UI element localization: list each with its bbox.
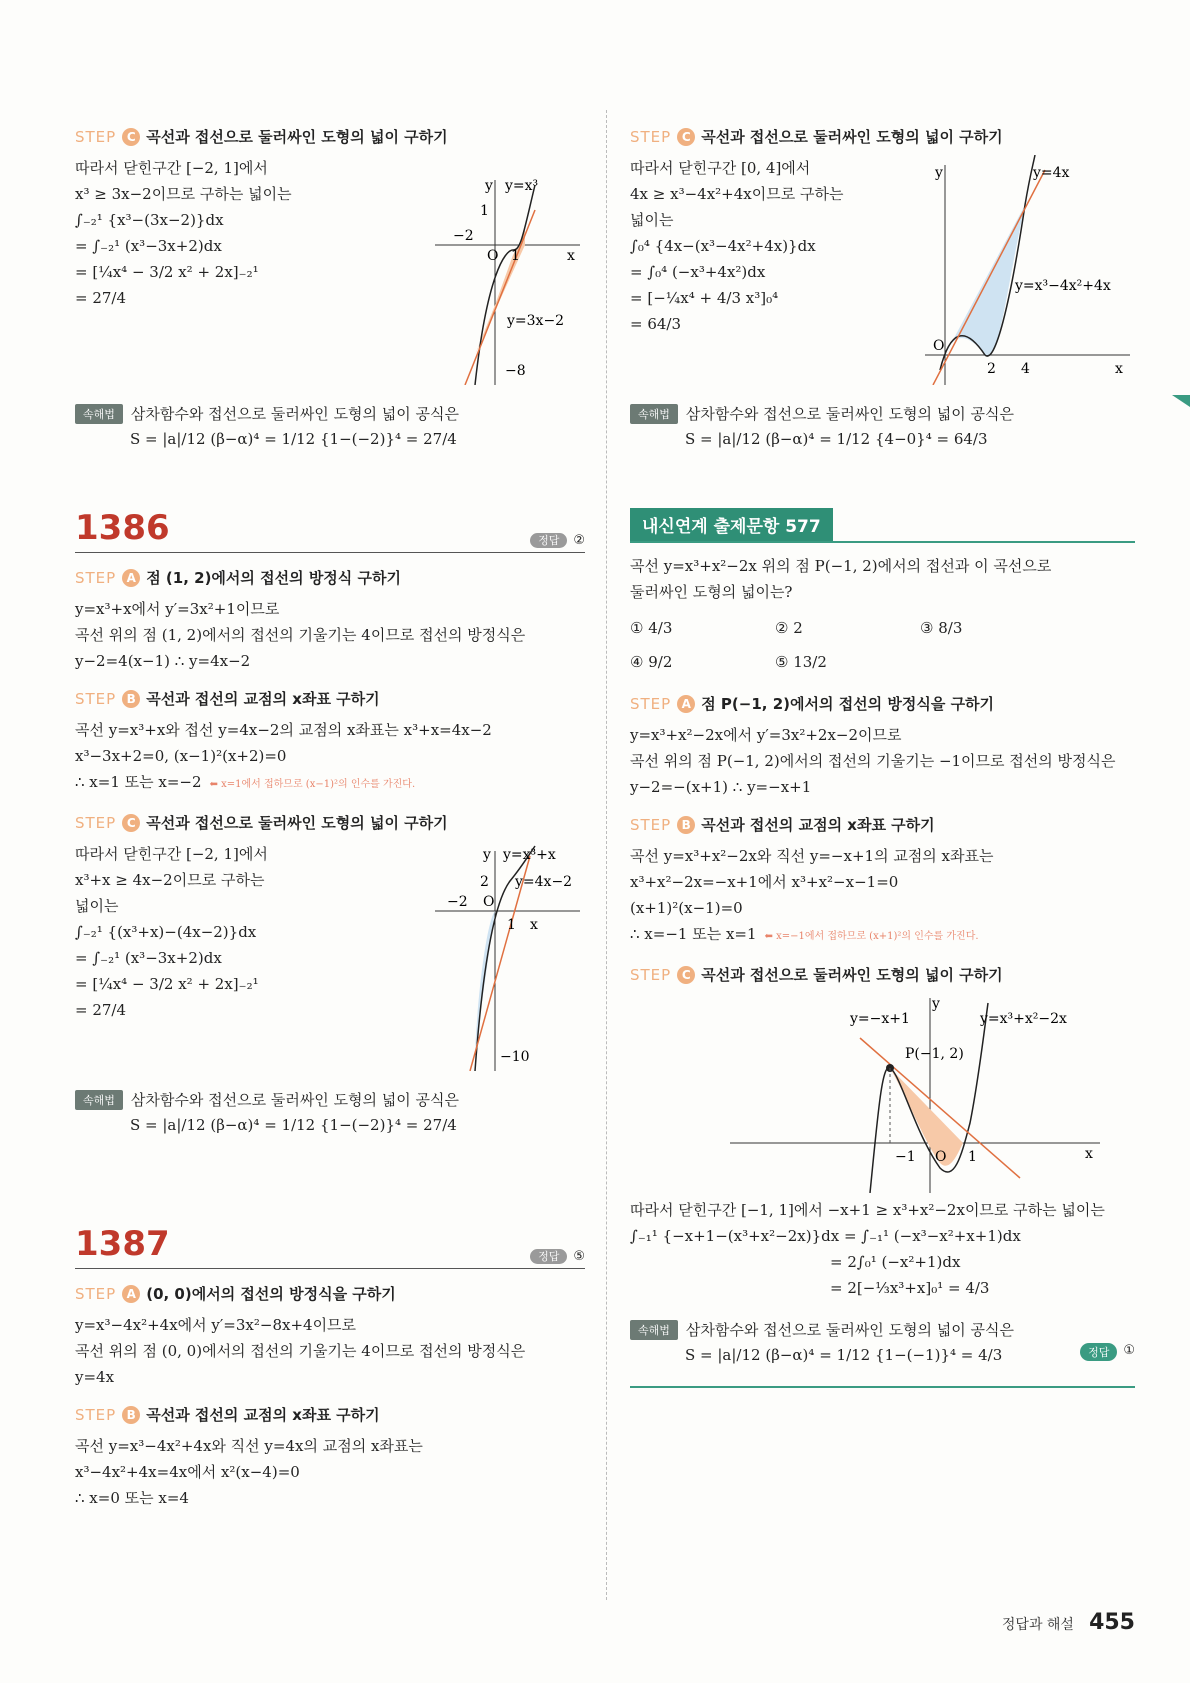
problem-header xyxy=(75,508,585,553)
step-tag: STEP xyxy=(75,568,117,587)
graph-label: −2 xyxy=(453,228,474,244)
step-title: 곡선과 접선의 교점의 x좌표 구하기 xyxy=(701,816,935,834)
footer-label: 정답과 해설 xyxy=(1001,1617,1074,1633)
graph-label: −1 xyxy=(895,1149,916,1165)
solution-line: 따라서 닫힌구간 [0, 4]에서 xyxy=(630,159,811,177)
solution-line: (x+1)²(x−1)=0 xyxy=(630,899,743,917)
solution-line: x³+x ≥ 4x−2이므로 구하는 xyxy=(75,871,265,889)
step-tag: STEP xyxy=(75,1284,117,1303)
solution-line: = [¼x⁴ − 3/2 x² + 2x]₋₂¹ xyxy=(75,975,259,993)
graph-label: x xyxy=(1115,361,1123,377)
solution-line: y=4x xyxy=(75,1368,115,1386)
choice: ③ 8/3 xyxy=(920,619,963,637)
graph-label: y xyxy=(932,996,940,1012)
tip-text: 삼차함수와 접선으로 둘러싸인 도형의 넓이 공식은 xyxy=(685,405,1015,423)
answer-value: ⑤ xyxy=(573,1249,585,1264)
answer xyxy=(530,532,585,548)
choice: ④ 9/2 xyxy=(630,653,673,671)
solution-line: = 2∫₀¹ (−x²+1)dx xyxy=(830,1253,961,1271)
solution-line: 곡선 위의 점 (1, 2)에서의 접선의 기울기는 4이므로 접선의 방정식은 xyxy=(75,626,526,644)
graph-label: −2 xyxy=(447,894,468,910)
answer xyxy=(530,1248,585,1264)
answer xyxy=(1080,1343,1135,1361)
step-letter-icon: C xyxy=(122,814,140,832)
graph-label: 1 xyxy=(480,203,489,219)
graph-label: −8 xyxy=(505,363,526,379)
answer-badge: 정답 xyxy=(530,533,567,548)
answer-value: ① xyxy=(1123,1343,1135,1358)
quick-tip xyxy=(75,403,585,424)
choices xyxy=(630,611,1135,679)
solution-line: y=x³+x에서 y′=3x²+1이므로 xyxy=(75,600,280,618)
solution-line: 넓이는 xyxy=(630,211,674,229)
tip-text: 삼차함수와 접선으로 둘러싸인 도형의 넓이 공식은 xyxy=(685,1321,1015,1339)
step-title: (0, 0)에서의 접선의 방정식을 구하기 xyxy=(146,1285,396,1303)
tip-badge: 속해법 xyxy=(75,404,123,424)
linked-problem-title: 내신연계 출제문항 577 xyxy=(630,508,833,541)
solution-line: ∴ x=0 또는 x=4 xyxy=(75,1489,189,1507)
graph-cubic-tangent xyxy=(435,841,585,1071)
problem-number: 1387 xyxy=(75,1224,170,1264)
step-title: 곡선과 접선으로 둘러싸인 도형의 넓이 구하기 xyxy=(146,814,448,832)
solution-line: = ∫₋₂¹ (x³−3x+2)dx xyxy=(75,949,222,967)
graph-label: 1 xyxy=(511,248,520,264)
solution-line: x³−4x²+4x=4x에서 x²(x−4)=0 xyxy=(75,1463,300,1481)
question-line: 곡선 y=x³+x²−2x 위의 점 P(−1, 2)에서의 접선과 이 곡선으로 xyxy=(630,557,1052,575)
tip-formula: S = |a|/12 (β−α)⁴ = 1/12 {1−(−2)}⁴ = 27/4 xyxy=(130,1116,457,1134)
step-c-header xyxy=(75,126,585,147)
graph-label: 4 xyxy=(1021,361,1030,377)
answer-badge: 정답 xyxy=(530,1249,567,1264)
graph-cubic-tangent xyxy=(915,155,1135,385)
solution-line: = ∫₋₂¹ (x³−3x+2)dx xyxy=(75,237,222,255)
solution-line: x³ ≥ 3x−2이므로 구하는 넓이는 xyxy=(75,185,292,203)
graph-cubic-tangent xyxy=(710,993,1110,1193)
tip-formula: S = |a|/12 (β−α)⁴ = 1/12 {1−(−1)}⁴ = 4/3 xyxy=(685,1346,1003,1364)
solution-line: = 64/3 xyxy=(630,315,682,333)
solution-line: 곡선 y=x³−4x²+4x와 직선 y=4x의 교점의 x좌표는 xyxy=(75,1437,423,1455)
solution-line: ∫₋₁¹ {−x+1−(x³+x²−2x)}dx = ∫₋₁¹ (−x³−x²+x+1)dx xyxy=(630,1227,1021,1245)
step-letter-icon: A xyxy=(122,1285,140,1303)
quick-tip xyxy=(75,1089,585,1110)
linked-problem-header xyxy=(630,508,1135,543)
solution-line: y−2=−(x+1) ∴ y=−x+1 xyxy=(630,778,812,796)
step-c-header xyxy=(630,964,1135,985)
step-tag: STEP xyxy=(75,127,117,146)
problem-header xyxy=(75,1224,585,1269)
tip-badge: 속해법 xyxy=(75,1090,123,1110)
graph-label: y=x³−4x²+4x xyxy=(1015,278,1111,294)
step-tag: STEP xyxy=(630,965,672,984)
solution-line: ∫₋₂¹ {(x³+x)−(4x−2)}dx xyxy=(75,923,257,941)
step-letter-icon: A xyxy=(677,695,695,713)
solution-line: = 2[−⅓x³+x]₀¹ = 4/3 xyxy=(830,1279,990,1297)
answer-badge: 정답 xyxy=(1080,1343,1117,1361)
solution-text: ∴ x=1 또는 x=−2 xyxy=(75,773,202,791)
step-tag: STEP xyxy=(630,127,672,146)
step-title: 점 P(−1, 2)에서의 접선의 방정식을 구하기 xyxy=(701,695,995,713)
step-title: 곡선과 접선으로 둘러싸인 도형의 넓이 구하기 xyxy=(701,966,1003,984)
quick-tip xyxy=(630,1319,1135,1340)
solution-line: 따라서 닫힌구간 [−1, 1]에서 −x+1 ≥ x³+x²−2x이므로 구하는 넓이는 xyxy=(630,1201,1105,1219)
step-letter-icon: C xyxy=(677,966,695,984)
solution-line: y−2=4(x−1) ∴ y=4x−2 xyxy=(75,652,251,670)
graph-label: x xyxy=(530,917,538,933)
solution-line: 넓이는 xyxy=(75,897,119,915)
graph-label: y=x³+x²−2x xyxy=(980,1011,1067,1027)
solution-line: 4x ≥ x³−4x²+4x이므로 구하는 xyxy=(630,185,844,203)
step-b-header xyxy=(630,814,1135,835)
answer-value: ② xyxy=(573,533,585,548)
side-note: ⬅ x=1에서 접하므로 (x−1)²의 인수를 가진다. xyxy=(209,779,416,790)
solution-line: = ∫₀⁴ (−x³+4x²)dx xyxy=(630,263,766,281)
section-end-divider xyxy=(630,1386,1135,1388)
solution-line: = 27/4 xyxy=(75,1001,127,1019)
solution-line: y=x³−4x²+4x에서 y′=3x²−8x+4이므로 xyxy=(75,1316,357,1334)
choice: ② 2 xyxy=(775,619,803,637)
tip-formula-row xyxy=(630,1340,1135,1364)
graph-label: O xyxy=(933,338,945,354)
graph-label: −10 xyxy=(500,1049,530,1065)
solution-block xyxy=(75,841,585,1071)
solution-line: ∫₀⁴ {4x−(x³−4x²+4x)}dx xyxy=(630,237,816,255)
left-column xyxy=(75,112,585,1511)
solution-line: = [−¼x⁴ + 4/3 x³]₀⁴ xyxy=(630,289,779,307)
solution-line: = 27/4 xyxy=(75,289,127,307)
step-title: 곡선과 접선으로 둘러싸인 도형의 넓이 구하기 xyxy=(701,128,1003,146)
graph-label: y=4x xyxy=(1033,165,1070,181)
step-tag: STEP xyxy=(75,689,117,708)
step-letter-icon: C xyxy=(677,128,695,146)
solution-line: = [¼x⁴ − 3/2 x² + 2x]₋₂¹ xyxy=(75,263,259,281)
solution-line: ∫₋₂¹ {x³−(3x−2)}dx xyxy=(75,211,224,229)
graph-label: O xyxy=(483,894,495,910)
solution-line: 곡선 y=x³+x와 접선 y=4x−2의 교점의 x좌표는 x³+x=4x−2 xyxy=(75,721,492,739)
graph-label: x xyxy=(567,248,575,264)
step-title: 곡선과 접선의 교점의 x좌표 구하기 xyxy=(146,1406,380,1424)
page-tab-marker xyxy=(1172,395,1190,407)
graph-label: P(−1, 2) xyxy=(905,1046,964,1062)
step-a-header xyxy=(75,1283,585,1304)
graph-label: y xyxy=(935,165,943,181)
solution-line: 따라서 닫힌구간 [−2, 1]에서 xyxy=(75,845,268,863)
step-title: 점 (1, 2)에서의 접선의 방정식 구하기 xyxy=(146,569,401,587)
step-letter-icon: A xyxy=(122,569,140,587)
tip-formula: S = |a|/12 (β−α)⁴ = 1/12 {4−0}⁴ = 64/3 xyxy=(685,430,988,448)
graph-cubic-tangent xyxy=(435,155,585,385)
step-c-header xyxy=(75,812,585,833)
graph-label: O xyxy=(935,1149,947,1165)
choice: ⑤ 13/2 xyxy=(775,653,827,671)
step-letter-icon: B xyxy=(677,816,695,834)
tip-formula: S = |a|/12 (β−α)⁴ = 1/12 {1−(−2)}⁴ = 27/4 xyxy=(130,430,457,448)
step-c-header xyxy=(630,126,1135,147)
graph-label: y xyxy=(485,178,493,194)
step-letter-icon: B xyxy=(122,1406,140,1424)
graph-label: O xyxy=(487,248,499,264)
solution-line xyxy=(75,769,585,798)
solution-line: x³+x²−2x=−x+1에서 x³+x²−x−1=0 xyxy=(630,873,899,891)
step-letter-icon: B xyxy=(122,690,140,708)
tip-text: 삼차함수와 접선으로 둘러싸인 도형의 넓이 공식은 xyxy=(130,1091,460,1109)
solution-block xyxy=(75,155,585,385)
step-letter: C xyxy=(122,128,140,146)
step-tag: STEP xyxy=(75,1405,117,1424)
problem-number: 1386 xyxy=(75,508,170,548)
graph-label: 2 xyxy=(987,361,996,377)
graph-label: 1 xyxy=(968,1149,977,1165)
solution-line: x³−3x+2=0, (x−1)²(x+2)=0 xyxy=(75,747,287,765)
choice: ① 4/3 xyxy=(630,619,673,637)
step-b-header xyxy=(75,1404,585,1425)
step-tag: STEP xyxy=(630,694,672,713)
graph-label: x xyxy=(1085,1146,1093,1162)
side-note: ⬅ x=−1에서 접하므로 (x+1)²의 인수를 가진다. xyxy=(764,931,979,942)
graph-label: y xyxy=(483,847,491,863)
column-divider xyxy=(606,110,608,1600)
solution-line: 곡선 위의 점 (0, 0)에서의 접선의 기울기는 4이므로 접선의 방정식은 xyxy=(75,1342,526,1360)
solution-line: 곡선 위의 점 P(−1, 2)에서의 접선의 기울기는 −1이므로 접선의 방정식은 xyxy=(630,752,1116,770)
page-footer xyxy=(1002,1610,1135,1635)
tip-badge: 속해법 xyxy=(630,404,678,424)
step-a-header xyxy=(630,693,1135,714)
solution-text: ∴ x=−1 또는 x=1 xyxy=(630,925,757,943)
step-b-header xyxy=(75,688,585,709)
graph-label: y=3x−2 xyxy=(507,313,565,329)
step-tag: STEP xyxy=(630,815,672,834)
graph-label: y=x³ xyxy=(505,178,539,194)
graph-label: 1 xyxy=(507,917,516,933)
page-number: 455 xyxy=(1089,1610,1135,1635)
right-column xyxy=(630,112,1135,1388)
graph-label: y=−x+1 xyxy=(850,1011,910,1027)
graph-label: 2 xyxy=(480,874,489,890)
solution-block xyxy=(630,155,1135,385)
graph-label: y=x³+x xyxy=(503,847,556,863)
solution-line: 곡선 y=x³+x²−2x와 직선 y=−x+1의 교점의 x좌표는 xyxy=(630,847,994,865)
step-tag: STEP xyxy=(75,813,117,832)
solution-line: y=x³+x²−2x에서 y′=3x²+2x−2이므로 xyxy=(630,726,902,744)
step-a-header xyxy=(75,567,585,588)
quick-tip xyxy=(630,403,1135,424)
graph-label: y=4x−2 xyxy=(515,874,573,890)
tip-badge: 속해법 xyxy=(630,1320,678,1340)
step-title: 곡선과 접선으로 둘러싸인 도형의 넓이 구하기 xyxy=(146,128,448,146)
step-title: 곡선과 접선의 교점의 x좌표 구하기 xyxy=(146,690,380,708)
solution-line: 따라서 닫힌구간 [−2, 1]에서 xyxy=(75,159,268,177)
tip-text: 삼차함수와 접선으로 둘러싸인 도형의 넓이 공식은 xyxy=(130,405,460,423)
question-line: 둘러싸인 도형의 넓이는? xyxy=(630,583,793,601)
solution-line xyxy=(630,921,1135,950)
